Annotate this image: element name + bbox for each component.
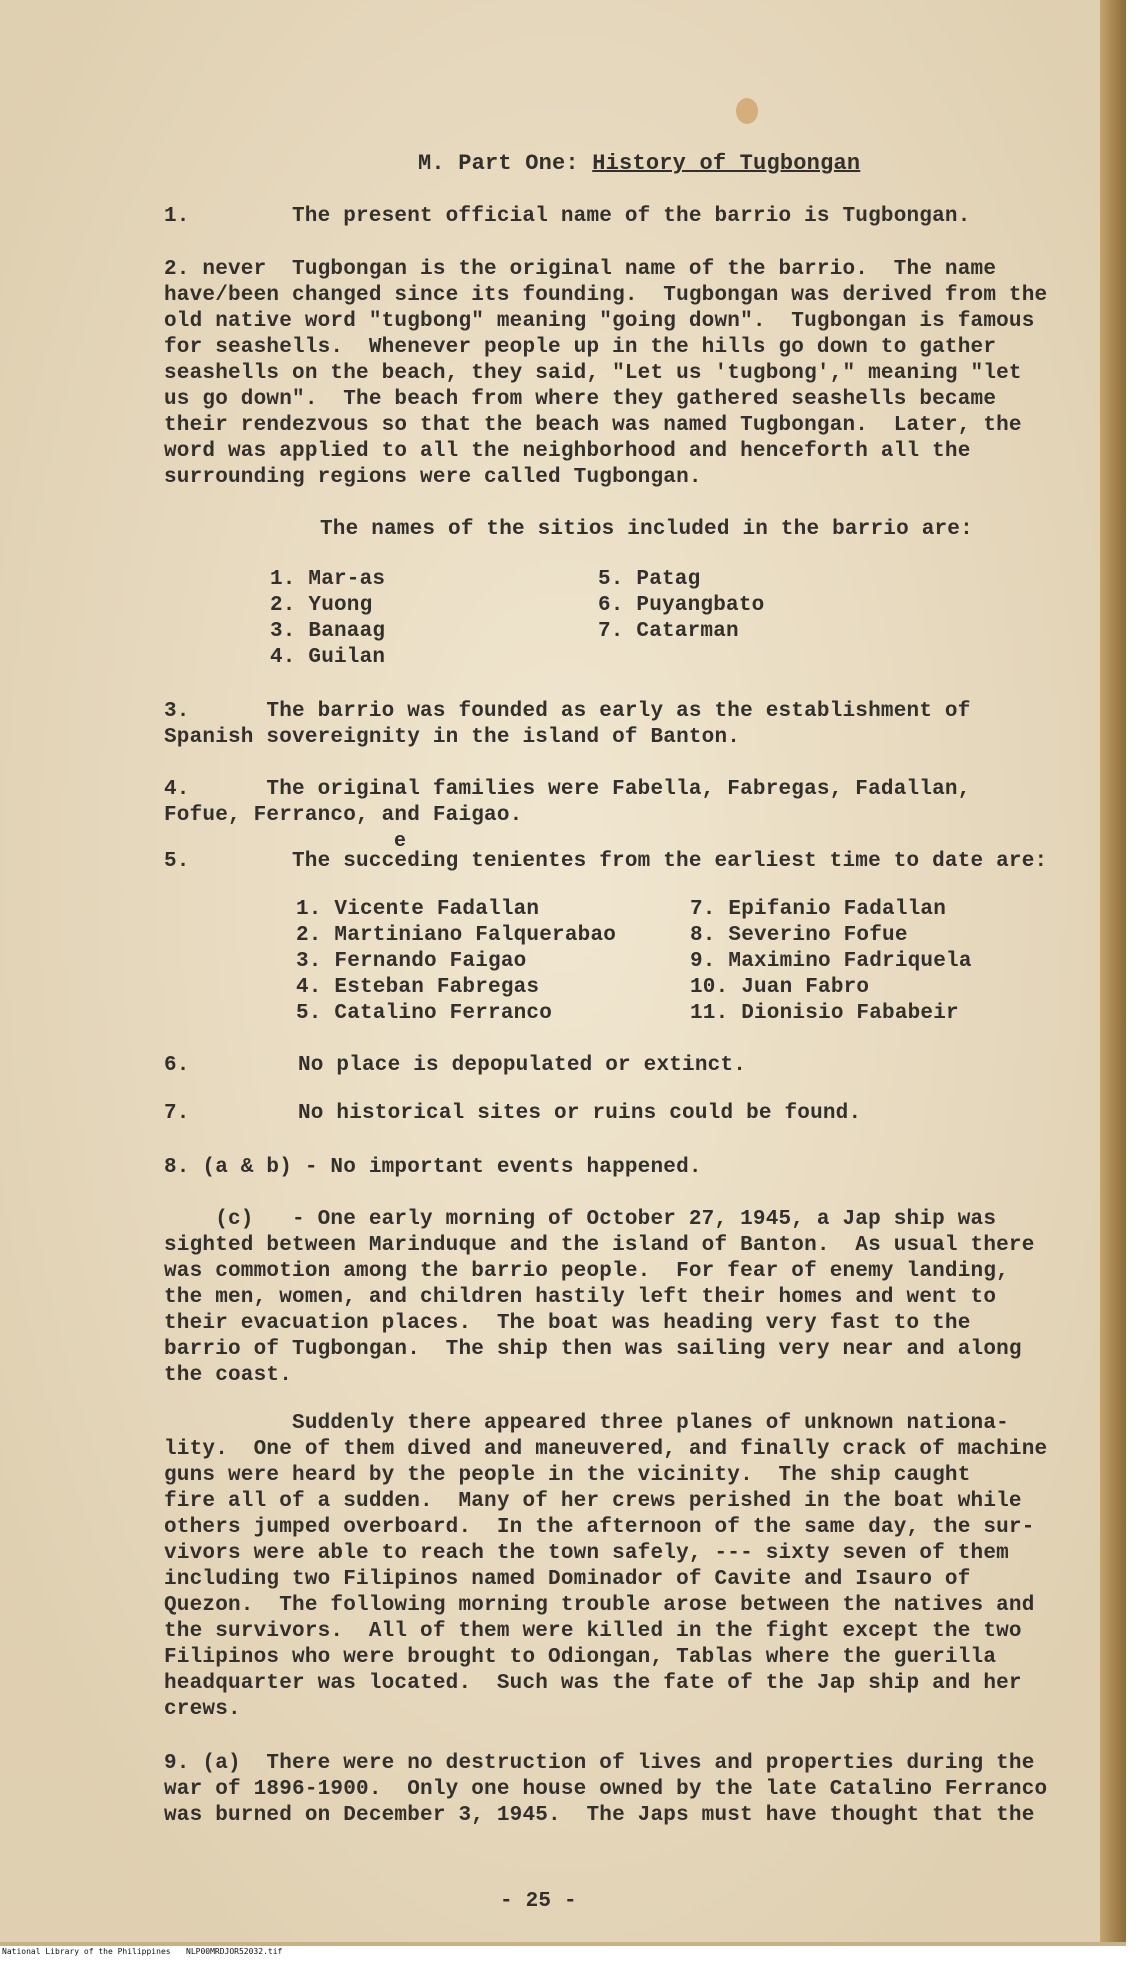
text-line: seashells on the beach, they said, "Let us 'tugbong'," meaning "let xyxy=(164,362,1022,385)
paragraph-7-text: No historical sites or ruins could be found. xyxy=(298,1102,862,1125)
sitios-intro: The names of the sitios included in the barrio are: xyxy=(320,518,973,541)
paragraph-4-line: Fofue, Ferranco, and Faigao. xyxy=(164,804,523,827)
list-item: 2. Yuong xyxy=(270,594,373,617)
paragraph-6-text: No place is depopulated or extinct. xyxy=(298,1054,747,1077)
paragraph-3-line: 3. The barrio was founded as early as the establishment of xyxy=(164,700,971,723)
scan-footer xyxy=(0,1946,1138,1958)
list-item: 4. Esteban Fabregas xyxy=(296,976,540,999)
text-line: their rendezvous so that the beach was named Tugbongan. Later, the xyxy=(164,414,1022,437)
text-line: Filipinos who were brought to Odiongan, Tablas where the guerilla xyxy=(164,1646,997,1669)
text-line: us go down". The beach from where they gathered seashells became xyxy=(164,388,997,411)
paragraph-5-text: The succeding tenientes from the earliest time to date are: xyxy=(292,850,1048,873)
library-credit: National Library of the Philippines xyxy=(2,1947,171,1956)
text-line: was commotion among the barrio people. For fear of enemy landing, xyxy=(164,1260,1009,1283)
text-line: Suddenly there appeared three planes of unknown nationa- xyxy=(164,1412,1009,1435)
list-item: 3. Banaag xyxy=(270,620,386,643)
list-item: 4. Guilan xyxy=(270,646,386,669)
handwritten-correction: e xyxy=(394,830,407,853)
text-line: Quezon. The following morning trouble arose between the natives and xyxy=(164,1594,1035,1617)
paragraph-1-text: The present official name of the barrio is Tugbongan. xyxy=(292,205,971,228)
scan-filename: NLP00MRDJOR52032.tif xyxy=(186,1947,283,1956)
text-line: the coast. xyxy=(164,1364,293,1387)
text-line: vivors were able to reach the town safely, --- sixty seven of them xyxy=(164,1542,1009,1565)
text-line: for seashells. Whenever people up in the hills go down to gather xyxy=(164,336,997,359)
text-line: fire all of a sudden. Many of her crews perished in the boat while xyxy=(164,1490,1022,1513)
text-line: (c) - One early morning of October 27, 1945, a Jap ship was xyxy=(164,1208,997,1231)
text-line: sighted between Marinduque and the island of Banton. As usual there xyxy=(164,1234,1035,1257)
text-line: guns were heard by the people in the vicinity. The ship caught xyxy=(164,1464,971,1487)
paragraph-3-line: Spanish sovereignity in the island of Banton. xyxy=(164,726,741,749)
list-item: 8. Severino Fofue xyxy=(690,924,908,947)
paragraph-7-number: 7. xyxy=(164,1102,190,1125)
paragraph-1-number: 1. xyxy=(164,205,190,228)
list-item: 1. Vicente Fadallan xyxy=(296,898,540,921)
list-item: 2. Martiniano Falquerabao xyxy=(296,924,617,947)
text-line: barrio of Tugbongan. The ship then was sailing very near and along xyxy=(164,1338,1022,1361)
list-item: 11. Dionisio Fababeir xyxy=(690,1002,959,1025)
paragraph-6-number: 6. xyxy=(164,1054,190,1077)
text-line: war of 1896-1900. Only one house owned by the late Catalino Ferranco xyxy=(164,1778,1048,1801)
text-line: word was applied to all the neighborhood and henceforth all the xyxy=(164,440,971,463)
list-item: 6. Puyangbato xyxy=(598,594,765,617)
text-line: lity. One of them dived and maneuvered, and finally crack of machine xyxy=(164,1438,1048,1461)
text-line: have/been changed since its founding. Tugbongan was derived from the xyxy=(164,284,1048,307)
list-item: 5. Patag xyxy=(598,568,701,591)
list-item: 10. Juan Fabro xyxy=(690,976,870,999)
text-line: the men, women, and children hastily left their homes and went to xyxy=(164,1286,997,1309)
text-line: the survivors. All of them were killed in the fight except the two xyxy=(164,1620,1022,1643)
paragraph-4-line: 4. The original families were Fabella, Fabregas, Fadallan, xyxy=(164,778,971,801)
paragraph-8ab: 8. (a & b) - No important events happened. xyxy=(164,1156,702,1179)
list-item: 5. Catalino Ferranco xyxy=(296,1002,553,1025)
text-line: others jumped overboard. In the afternoon of the same day, the sur- xyxy=(164,1516,1035,1539)
document-title: M. Part One: History of Tugbongan xyxy=(418,151,861,176)
text-line: old native word "tugbong" meaning "going down". Tugbongan is famous xyxy=(164,310,1035,333)
ink-smudge xyxy=(736,98,758,124)
text-line: crews. xyxy=(164,1698,241,1721)
list-item: 9. Maximino Fadriquela xyxy=(690,950,972,973)
page-number: - 25 - xyxy=(500,1890,577,1913)
paragraph-5-number: 5. xyxy=(164,850,190,873)
list-item: 3. Fernando Faigao xyxy=(296,950,527,973)
list-item: 7. Catarman xyxy=(598,620,739,643)
list-item: 1. Mar-as xyxy=(270,568,386,591)
text-line: 2. never Tugbongan is the original name of the barrio. The name xyxy=(164,258,997,281)
text-line: surrounding regions were called Tugbongan. xyxy=(164,466,702,489)
text-line: their evacuation places. The boat was heading very fast to the xyxy=(164,1312,971,1335)
list-item: 7. Epifanio Fadallan xyxy=(690,898,947,921)
page-edge-shadow xyxy=(1100,0,1126,1946)
text-line: 9. (a) There were no destruction of lives and properties during the xyxy=(164,1752,1035,1775)
text-line: including two Filipinos named Dominador of Cavite and Isauro of xyxy=(164,1568,971,1591)
text-line: headquarter was located. Such was the fate of the Jap ship and her xyxy=(164,1672,1022,1695)
text-line: was burned on December 3, 1945. The Japs must have thought that the xyxy=(164,1804,1035,1827)
